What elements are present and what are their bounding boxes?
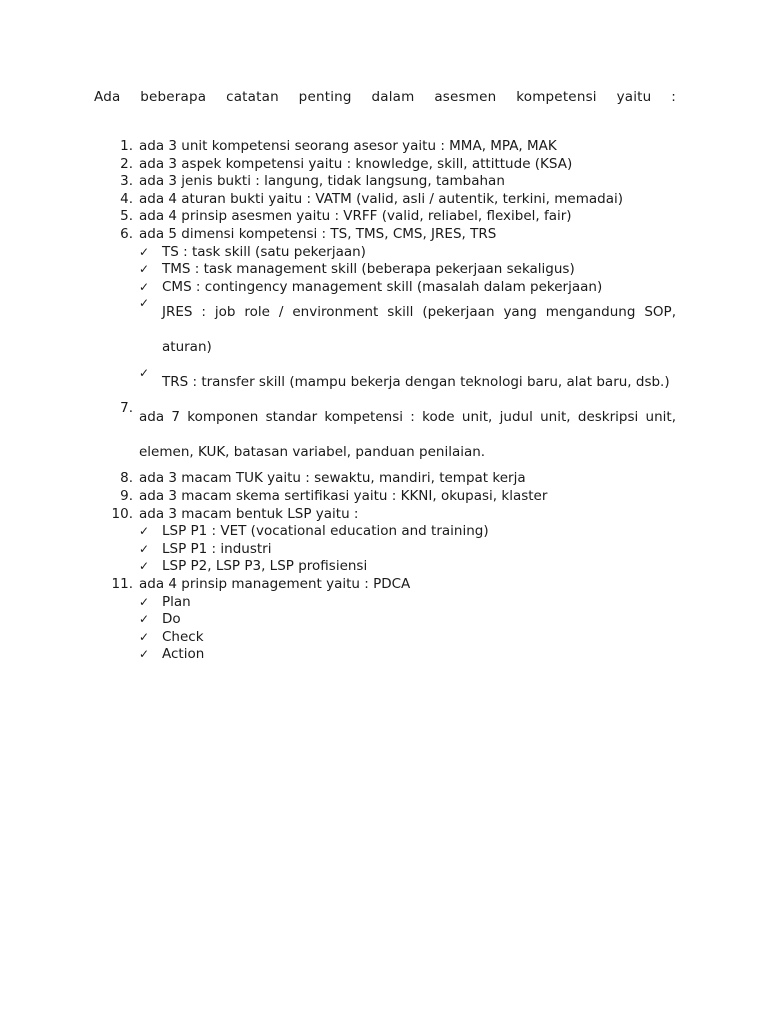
item-number: 4.: [120, 190, 133, 207]
checkmark-icon: ✓: [139, 647, 150, 662]
sub-item-text: TRS : transfer skill (mampu bekerja dengan teknologi baru, alat baru, dsb.): [162, 374, 670, 391]
list-item: [94, 470, 676, 488]
sub-list-item: [94, 365, 676, 400]
list-item: [94, 191, 676, 209]
item-number: 11.: [111, 575, 133, 592]
sub-item-text: Check: [162, 628, 204, 645]
sub-list-item: [94, 541, 676, 559]
list-item: [94, 506, 676, 524]
sub-list-item: [94, 523, 676, 541]
list-item: [94, 400, 676, 470]
item-number: 8.: [120, 470, 133, 487]
checkmark-icon: ✓: [139, 612, 150, 627]
sub-list-item: [94, 295, 676, 365]
sub-item-text: LSP P1 : VET (vocational education and training): [162, 523, 489, 540]
checkmark-icon: ✓: [139, 296, 150, 311]
sub-list-item: [94, 558, 676, 576]
sub-list-item: [94, 279, 676, 297]
list-item: [94, 173, 676, 191]
item-text: ada 3 aspek kompetensi yaitu : knowledge, skill, attittude (KSA): [139, 155, 573, 172]
item-text: ada 3 macam TUK yaitu : sewaktu, mandiri, tempat kerja: [139, 470, 526, 487]
checkmark-icon: ✓: [139, 524, 150, 539]
checkmark-icon: ✓: [139, 629, 150, 644]
item-number: 2.: [120, 155, 133, 172]
checkmark-icon: ✓: [139, 594, 150, 609]
list-item: [94, 576, 676, 594]
item-number: 6.: [120, 225, 133, 242]
sub-list-item: [94, 629, 676, 647]
sub-item-text: LSP P1 : industri: [162, 540, 272, 557]
list-item: [94, 138, 676, 156]
checkmark-icon: ✓: [139, 366, 150, 381]
sub-item-text: Action: [162, 646, 205, 663]
list-item: [94, 226, 676, 244]
sub-item-text: Plan: [162, 593, 191, 610]
sub-list-item: [94, 646, 676, 664]
list-item: [94, 488, 676, 506]
item-text: ada 4 prinsip management yaitu : PDCA: [139, 575, 411, 592]
sub-item-text: TS : task skill (satu pekerjaan): [162, 243, 366, 260]
intro-paragraph: Ada beberapa catatan penting dalam asesmen kompetensi yaitu :: [94, 89, 676, 105]
checkmark-icon: ✓: [139, 262, 150, 277]
item-text: ada 4 aturan bukti yaitu : VATM (valid, asli / autentik, terkini, memadai): [139, 190, 623, 207]
sub-item-text: LSP P2, LSP P3, LSP profisiensi: [162, 558, 368, 575]
item-text: ada 5 dimensi kompetensi : TS, TMS, CMS, JRES, TRS: [139, 225, 497, 242]
sub-item-text: JRES : job role / environment skill (pekerjaan yang mengandung SOP, aturan): [162, 304, 676, 356]
item-number: 10.: [111, 505, 133, 522]
list-item: [94, 208, 676, 226]
item-number: 7.: [120, 400, 133, 417]
item-text: ada 4 prinsip asesmen yaitu : VRFF (valid, reliabel, flexibel, fair): [139, 208, 572, 225]
numbered-list: [94, 138, 676, 664]
item-text: ada 3 macam skema sertifikasi yaitu : KKNI, okupasi, klaster: [139, 487, 548, 504]
sub-item-text: CMS : contingency management skill (masalah dalam pekerjaan): [162, 278, 603, 295]
item-text: ada 3 macam bentuk LSP yaitu :: [139, 505, 359, 522]
checkmark-icon: ✓: [139, 244, 150, 259]
item-number: 9.: [120, 487, 133, 504]
item-text: ada 3 jenis bukti : langung, tidak langsung, tambahan: [139, 173, 505, 190]
item-text: ada 7 komponen standar kompetensi : kode unit, judul unit, deskripsi unit, elemen, KUK, batasan variabel, panduan penilaian.: [139, 409, 676, 461]
sub-item-text: Do: [162, 611, 181, 628]
checkmark-icon: ✓: [139, 279, 150, 294]
checkmark-icon: ✓: [139, 541, 150, 556]
sub-list-item: [94, 261, 676, 279]
checkmark-icon: ✓: [139, 559, 150, 574]
item-number: 1.: [120, 138, 133, 154]
sub-list-item: [94, 611, 676, 629]
sub-item-text: TMS : task management skill (beberapa pekerjaan sekaligus): [162, 261, 575, 278]
item-number: 3.: [120, 173, 133, 190]
sub-list-item: [94, 594, 676, 612]
list-item: [94, 156, 676, 174]
sub-list-item: [94, 244, 676, 262]
item-number: 5.: [120, 208, 133, 225]
item-text: ada 3 unit kompetensi seorang asesor yaitu : MMA, MPA, MAK: [139, 138, 557, 154]
